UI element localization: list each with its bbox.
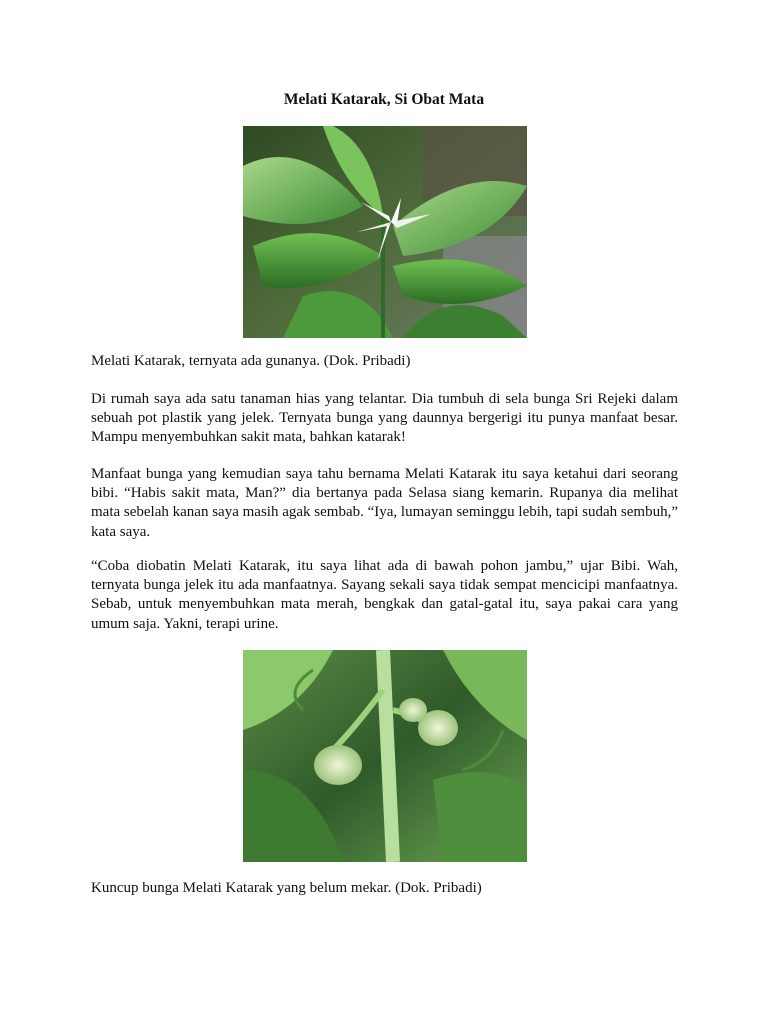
flower-buds-illustration	[243, 650, 527, 862]
paragraph-3: “Coba diobatin Melati Katarak, itu saya lihat ada di bawah pohon jambu,” ujar Bibi. Wah, ternyata bunga jelek itu ada manfaatnya. Sayang sekali saya tidak sempat mencicipi manfaatnya. Sebab, untuk menyembuhkan mata merah, bengkak dan gatal-gatal itu, saya pakai cara yang umum saja. Yakni, terapi urine.	[91, 558, 678, 632]
plant-flower-photo	[243, 126, 527, 338]
document-title: Melati Katarak, Si Obat Mata	[283, 91, 485, 108]
flower-buds-photo	[243, 650, 527, 862]
plant-flower-illustration	[243, 126, 527, 338]
photo-caption: Kuncup bunga Melati Katarak yang belum mekar. (Dok. Pribadi)	[91, 880, 482, 896]
photo-caption: Melati Katarak, ternyata ada gunanya. (Dok. Pribadi)	[91, 353, 411, 369]
paragraph-2: Manfaat bunga yang kemudian saya tahu bernama Melati Katarak itu saya ketahui dari seorang bibi. “Habis sakit mata, Man?” dia bertanya pada Selasa siang kemarin. Rupanya dia melihat mata sebelah kanan saya masih agak sembab. “Iya, lumayan seminggu lebih, tapi sudah sembuh,” kata saya.	[91, 466, 678, 540]
paragraph-1: Di rumah saya ada satu tanaman hias yang telantar. Dia tumbuh di sela bunga Sri Rejeki dalam sebuah pot plastik yang jelek. Ternyata bunga yang daunnya bergerigi itu punya manfaat besar. Mampu menyembuhkan sakit mata, bahkan katarak!	[91, 391, 678, 446]
